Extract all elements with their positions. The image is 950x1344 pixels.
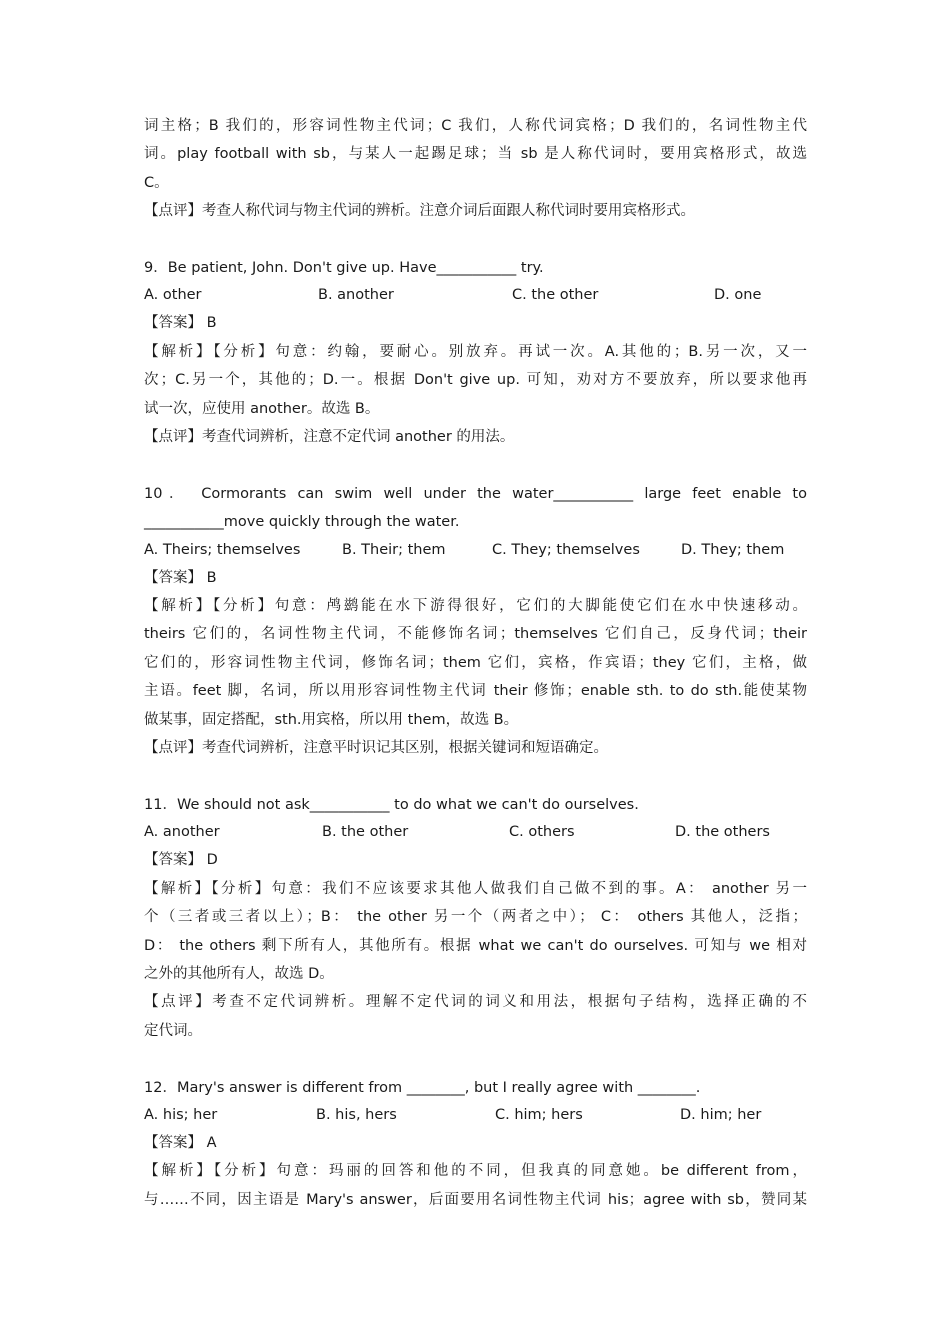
- analysis-line: 【解析】【分析】句意：鸬鹚能在水下游得很好，它们的大脚能使它们在水中快速移动。: [144, 598, 807, 615]
- options-row: [144, 282, 807, 309]
- analysis-line: 与……不同，因主语是 Mary's answer，后面要用名词性物主代词 his；agree with sb，赞同某: [144, 1191, 807, 1208]
- option-d: D. They; them: [681, 541, 785, 558]
- analysis-line: 【解析】【分析】句意：约翰，要耐心。别放弃。再试一次。A.其他的；B.另一次，又一: [144, 343, 807, 360]
- analysis-line: 【解析】【分析】句意：我们不应该要求其他人做我们自己做不到的事。A： another 另一: [144, 880, 807, 897]
- analysis-line: 词主格；B 我们的，形容词性物主代词；C 我们，人称代词宾格；D 我们的，名词性物主代: [144, 118, 807, 134]
- spacer: [144, 226, 807, 254]
- options-row: [144, 819, 807, 846]
- option-c: C. others: [509, 824, 575, 841]
- analysis-line: C。: [144, 174, 169, 191]
- comment-line: 【点评】考查人称代词与物主代词的辨析。注意介词后面跟人称代词时要用宾格形式。: [144, 203, 695, 220]
- analysis-line: 主语。feet 脚，名词，所以用形容词性物主代词 their 修饰；enable sth. to do sth.能使某物: [144, 683, 807, 700]
- option-d: D. one: [714, 287, 762, 304]
- option-a: A. Theirs; themselves: [144, 541, 301, 558]
- comment-line: 【点评】考查不定代词辨析。理解不定代词的词义和用法，根据句子结构，选择正确的不: [144, 994, 807, 1011]
- question-12: [144, 1074, 807, 1215]
- option-b: B. Their; them: [342, 541, 446, 558]
- option-d: D. him; her: [680, 1106, 762, 1123]
- comment-line: 定代词。: [144, 1022, 202, 1039]
- analysis-line: 次；C.另一个，其他的；D.一。根据 Don't give up. 可知，劝对方不要放弃，所以要求他再: [144, 372, 807, 389]
- option-a: A. his; her: [144, 1106, 218, 1123]
- analysis-line: 之外的其他所有人，故选 D。: [144, 965, 334, 982]
- spacer: [144, 451, 807, 479]
- spacer: [144, 1045, 807, 1073]
- question-11: [144, 791, 807, 1045]
- question-stem: 10． Cormorants can swim well under the water___________ large feet enable to: [144, 485, 807, 502]
- answer-line: 【答案】 D: [144, 852, 218, 869]
- option-b: B. the other: [322, 824, 409, 841]
- analysis-line: 个（三者或三者以上）；B： the other 另一个（两者之中）； C： others 其他人，泛指；: [144, 909, 807, 926]
- answer-line: 【答案】 B: [144, 569, 217, 586]
- question-stem: 11．We should not ask___________ to do what we can't do ourselves.: [144, 796, 639, 813]
- answer-line: 【答案】 A: [144, 1134, 217, 1151]
- answer-line: 【答案】 B: [144, 315, 217, 332]
- option-b: B. his, hers: [316, 1106, 397, 1123]
- spacer: [144, 763, 807, 791]
- comment-line: 【点评】考查代词辨析，注意平时识记其区别，根据关键词和短语确定。: [144, 740, 608, 757]
- option-c: C. him; hers: [495, 1106, 583, 1123]
- analysis-line: 它们的，形容词性物主代词，修饰名词；them 它们，宾格，作宾语；they 它们，主格，做: [144, 654, 807, 671]
- option-c: C. the other: [512, 287, 599, 304]
- question-stem-continued: ___________move quickly through the water.: [144, 514, 460, 531]
- analysis-line: D： the others 剩下所有人，其他所有。根据 what we can't do ourselves. 可知与 we 相对: [144, 937, 807, 954]
- question-10: [144, 480, 807, 763]
- analysis-line: 【解析】【分析】句意：玛丽的回答和他的不同，但我真的同意她。be different from，: [144, 1163, 807, 1180]
- analysis-line: 试一次，应使用 another。故选 B。: [144, 400, 380, 417]
- analysis-line: theirs 它们的，名词性物主代词，不能修饰名词；themselves 它们自己，反身代词；their: [144, 626, 807, 643]
- option-c: C. They; themselves: [492, 541, 640, 558]
- analysis-line: 词。play football with sb，与某人一起踢足球；当 sb 是人称代词时，要用宾格形式，故选: [144, 146, 807, 163]
- question-stem: 9．Be patient, John. Don't give up. Have___________ try.: [144, 260, 544, 277]
- question-stem: 12．Mary's answer is different from ________, but I really agree with ________.: [144, 1079, 701, 1096]
- analysis-line: 做某事，固定搭配，sth.用宾格，所以用 them，故选 B。: [144, 711, 519, 728]
- options-row: [144, 1102, 807, 1129]
- option-a: A. another: [144, 824, 220, 841]
- question-9: [144, 254, 807, 451]
- comment-line: 【点评】考查代词辨析，注意不定代词 another 的用法。: [144, 429, 515, 446]
- page-content: [144, 112, 807, 1214]
- option-d: D. the others: [675, 824, 770, 841]
- options-row: [144, 537, 807, 564]
- option-b: B. another: [318, 287, 394, 304]
- option-a: A. other: [144, 287, 202, 304]
